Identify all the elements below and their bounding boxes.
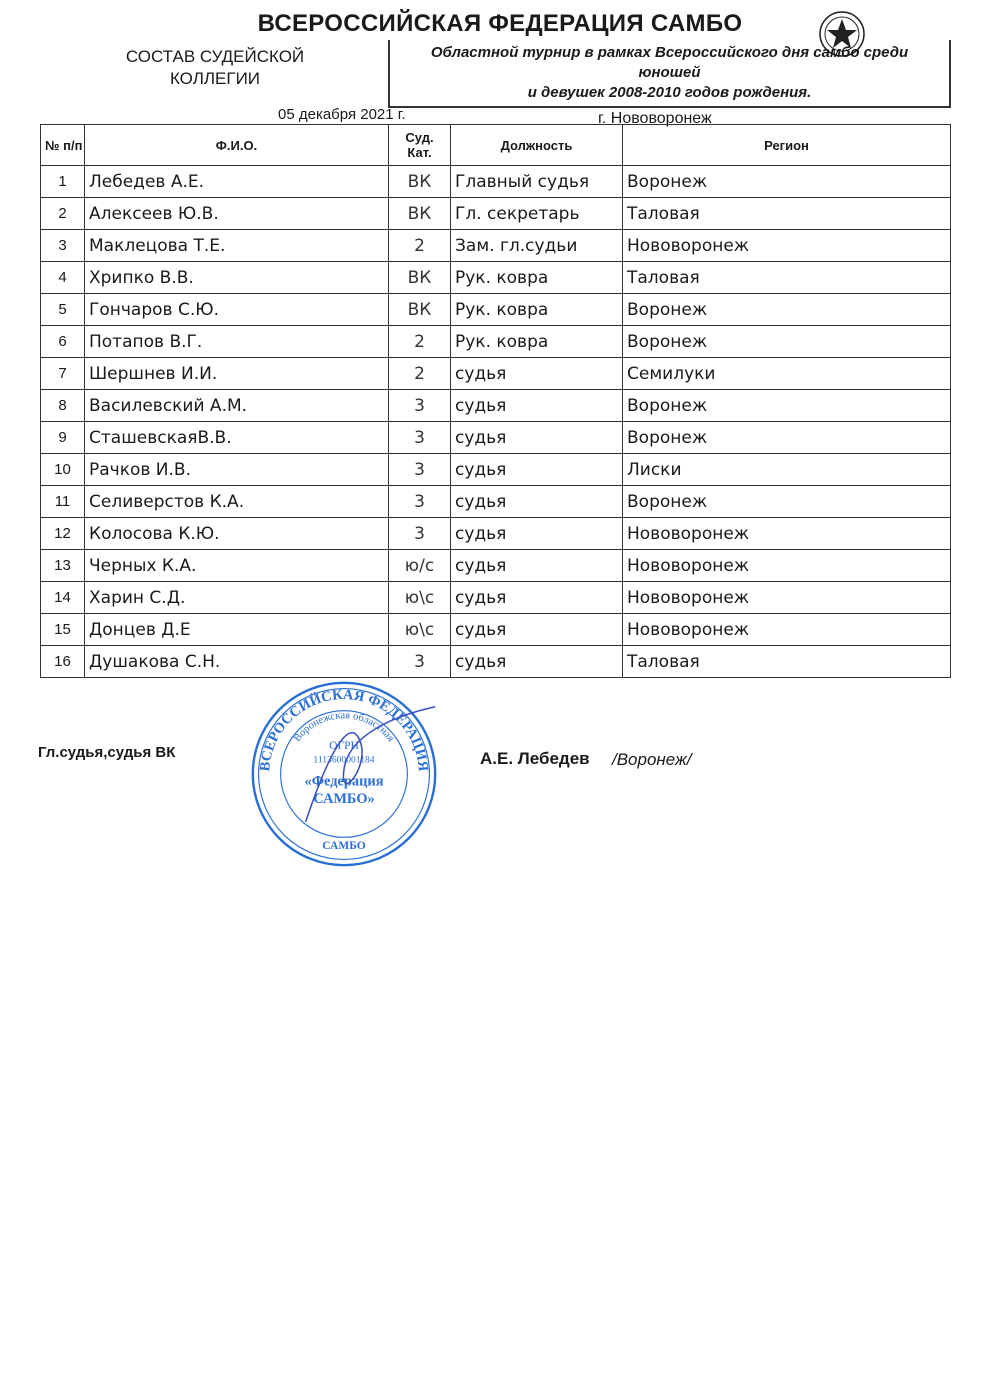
row-position: Гл. секретарь (451, 198, 623, 230)
row-position: Рук. ковра (451, 326, 623, 358)
stamp-ogrn: 1113600001184 (313, 754, 375, 766)
row-num: 15 (41, 614, 85, 646)
row-num: 6 (41, 326, 85, 358)
table-row (41, 358, 951, 390)
table-row (41, 326, 951, 358)
table-row (41, 614, 951, 646)
row-position: Главный судья (451, 166, 623, 198)
table-body (41, 166, 951, 678)
row-category: 3 (389, 486, 451, 518)
row-num: 3 (41, 230, 85, 262)
row-region: Воронеж (623, 326, 951, 358)
table-row (41, 390, 951, 422)
row-category: ю/с (389, 550, 451, 582)
row-name: Харин С.Д. (85, 582, 389, 614)
row-category: 2 (389, 358, 451, 390)
row-position: судья (451, 486, 623, 518)
row-region: Нововоронеж (623, 518, 951, 550)
row-region: Лиски (623, 454, 951, 486)
heading-line-2: КОЛЛЕГИИ (169, 69, 261, 88)
header-region: Регион (623, 125, 951, 166)
row-position: судья (451, 646, 623, 678)
row-name: Черных К.А. (85, 550, 389, 582)
row-category: ю\с (389, 614, 451, 646)
row-region: Воронеж (623, 390, 951, 422)
stamp-center-line-1: «Федерация (304, 773, 384, 790)
table-row (41, 486, 951, 518)
stamp-ogrn-label: ОГРН (329, 740, 359, 753)
row-region: Нововоронеж (623, 230, 951, 262)
row-num: 2 (41, 198, 85, 230)
event-line-2: и девушек 2008-2010 годов рождения. (527, 84, 812, 101)
row-num: 7 (41, 358, 85, 390)
org-title: ВСЕРОССИЙСКАЯ ФЕДЕРАЦИЯ САМБО (257, 10, 743, 37)
row-name: Селиверстов К.А. (85, 486, 389, 518)
row-category: 2 (389, 326, 451, 358)
row-num: 14 (41, 582, 85, 614)
table-row (41, 582, 951, 614)
row-name: Душакова С.Н. (85, 646, 389, 678)
row-position: судья (451, 582, 623, 614)
table-row (41, 422, 951, 454)
row-name: Гончаров С.Ю. (85, 294, 389, 326)
row-region: Нововоронеж (623, 550, 951, 582)
header-category-line-1: Суд. (405, 130, 434, 145)
header-name: Ф.И.О. (85, 125, 389, 166)
row-region: Нововоронеж (623, 614, 951, 646)
row-num: 9 (41, 422, 85, 454)
row-category: ю\с (389, 582, 451, 614)
header-num: № п/п (41, 125, 85, 166)
signature-city: /Воронеж/ (612, 750, 692, 769)
row-region: Воронеж (623, 294, 951, 326)
table-row (41, 646, 951, 678)
table-row (41, 166, 951, 198)
header-position: Должность (451, 125, 623, 166)
stamp-center-line-2: САМБО» (313, 790, 375, 807)
row-name: Василевский А.М. (85, 390, 389, 422)
row-num: 11 (41, 486, 85, 518)
row-category: 3 (389, 422, 451, 454)
judges-table (40, 124, 951, 678)
row-category: ВК (389, 198, 451, 230)
row-num: 1 (41, 166, 85, 198)
row-position: Рук. ковра (451, 262, 623, 294)
table-row (41, 518, 951, 550)
row-num: 4 (41, 262, 85, 294)
signature-name: А.Е. Лебедев (480, 749, 590, 768)
federation-stamp (248, 678, 440, 870)
row-region: Таловая (623, 198, 951, 230)
row-region: Семилуки (623, 358, 951, 390)
document-heading (110, 46, 320, 90)
row-category: 3 (389, 390, 451, 422)
row-region: Таловая (623, 262, 951, 294)
stamp-bottom-text: САМБО (322, 839, 366, 852)
row-category: ВК (389, 294, 451, 326)
row-num: 12 (41, 518, 85, 550)
row-num: 16 (41, 646, 85, 678)
table-row (41, 294, 951, 326)
row-name: СташевскаяВ.В. (85, 422, 389, 454)
row-name: Колосова К.Ю. (85, 518, 389, 550)
row-name: Шершнев И.И. (85, 358, 389, 390)
row-region: Таловая (623, 646, 951, 678)
row-category: 3 (389, 518, 451, 550)
row-position: судья (451, 422, 623, 454)
row-category: 2 (389, 230, 451, 262)
row-name: Донцев Д.Е (85, 614, 389, 646)
row-region: Воронеж (623, 422, 951, 454)
row-name: Алексеев Ю.В. (85, 198, 389, 230)
table-header-row (41, 125, 951, 166)
stamp-inner-text: Воронежская областная (291, 710, 397, 744)
row-position: судья (451, 518, 623, 550)
row-name: Рачков И.В. (85, 454, 389, 486)
row-position: судья (451, 614, 623, 646)
row-num: 5 (41, 294, 85, 326)
event-box (388, 40, 951, 108)
signature-role: Гл.судья,судья ВК (38, 744, 176, 761)
row-category: 3 (389, 646, 451, 678)
row-category: 3 (389, 454, 451, 486)
row-num: 8 (41, 390, 85, 422)
row-num: 10 (41, 454, 85, 486)
row-position: судья (451, 358, 623, 390)
row-region: Воронеж (623, 166, 951, 198)
row-position: Зам. гл.судьи (451, 230, 623, 262)
event-date: 05 декабря 2021 г. (278, 106, 406, 123)
heading-line-1: СОСТАВ СУДЕЙСКОЙ (125, 47, 305, 66)
row-num: 13 (41, 550, 85, 582)
table-row (41, 198, 951, 230)
row-name: Хрипко В.В. (85, 262, 389, 294)
table-row (41, 230, 951, 262)
row-region: Нововоронеж (623, 582, 951, 614)
row-position: судья (451, 454, 623, 486)
row-region: Воронеж (623, 486, 951, 518)
table-row (41, 454, 951, 486)
row-category: ВК (389, 262, 451, 294)
stamp-outer-text: ВСЕРОССИЙСКАЯ ФЕДЕРАЦИЯ (257, 686, 431, 772)
row-position: судья (451, 550, 623, 582)
row-name: Лебедев А.Е. (85, 166, 389, 198)
row-position: судья (451, 390, 623, 422)
table-row (41, 262, 951, 294)
row-category: ВК (389, 166, 451, 198)
header-category-line-2: Кат. (407, 145, 432, 160)
table-row (41, 550, 951, 582)
event-city: г. Нововоронеж (598, 110, 712, 127)
event-line-1: Областной турнир в рамках Всероссийского дня самбо среди юношей (430, 44, 909, 81)
header-category (389, 125, 451, 166)
row-name: Маклецова Т.Е. (85, 230, 389, 262)
row-position: Рук. ковра (451, 294, 623, 326)
row-name: Потапов В.Г. (85, 326, 389, 358)
